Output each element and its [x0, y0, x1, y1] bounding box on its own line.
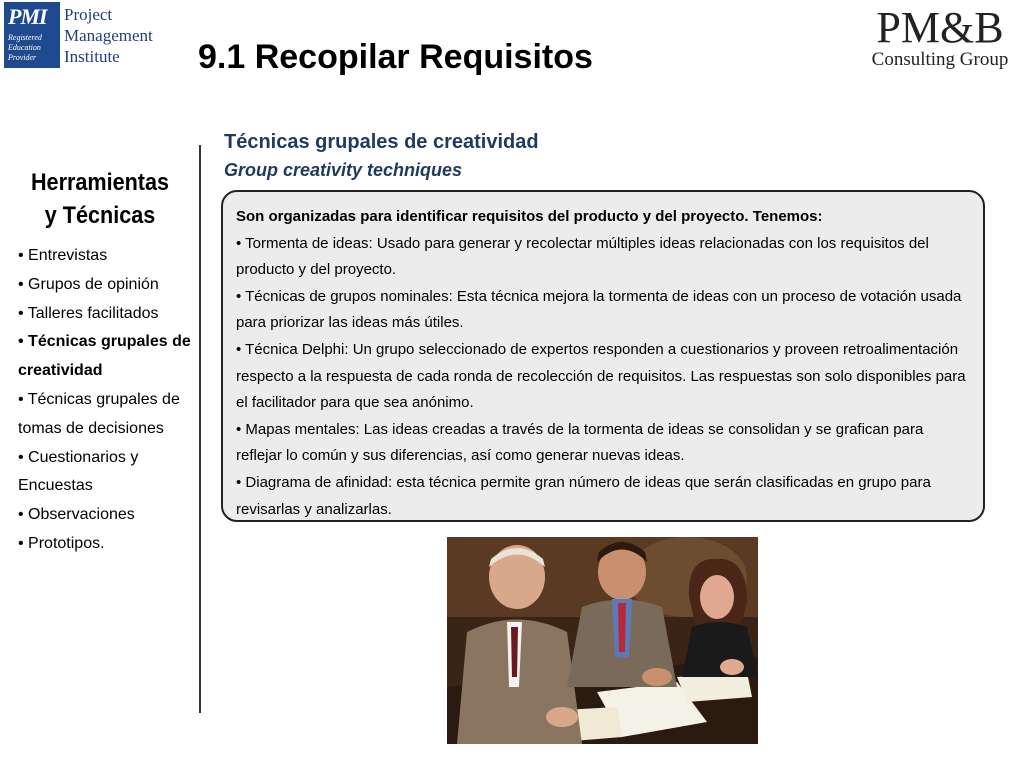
pmi-logo [4, 2, 154, 68]
content-box [221, 190, 985, 522]
sidebar-list [18, 242, 193, 559]
pmb-logo-tagline: Consulting Group [871, 49, 1009, 70]
list-item: • Prototipos. [18, 534, 105, 552]
sidebar-heading: Herramientas y Técnicas [30, 169, 170, 229]
content-bullet: • Diagrama de afinidad: esta técnica permite gran número de ideas que serán clasificadas en grupo para revisarlas y analizarlas. [236, 473, 931, 518]
list-item: • Técnicas grupales de tomas de decisiones [18, 390, 180, 437]
content-bullet: • Mapas mentales: Las ideas creadas a través de la tormenta de ideas se consolidan y se grafican para reflejar lo común y sus diferencias, así como generar nuevas ideas. [236, 420, 924, 465]
list-item: • Grupos de opinión [18, 275, 159, 293]
list-item: • Talleres facilitados [18, 304, 159, 322]
list-item-active: • Técnicas grupales de creatividad [18, 333, 191, 380]
meeting-illustration [447, 537, 758, 744]
pmi-mark-letters: PMI [8, 4, 47, 29]
list-item: • Cuestionarios y Encuestas [18, 448, 139, 495]
list-item: • Entrevistas [18, 247, 108, 264]
divider [199, 145, 201, 713]
pmi-logo-mark [4, 2, 60, 68]
content-bullet: • Técnicas de grupos nominales: Esta técnica mejora la tormenta de ideas con un proceso de votación usada para priorizar las ideas más útiles. [236, 287, 962, 332]
meeting-photo [447, 537, 758, 744]
pmi-logo-text: Project Management Institute [64, 5, 153, 66]
pmb-logo-name: PM&B [876, 3, 1004, 52]
list-item: • Observaciones [18, 506, 135, 524]
pmi-registered-text: Registered Education Provider [8, 33, 42, 62]
pmb-logo [866, 3, 1014, 70]
page-title: 9.1 Recopilar Requisitos [198, 38, 593, 76]
content-intro: Son organizadas para identificar requisitos del producto y del proyecto. Tenemos: [236, 208, 823, 225]
section-subtitle: Group creativity techniques [224, 160, 463, 180]
section-title: Técnicas grupales de creatividad [224, 131, 539, 153]
content-bullet: • Técnica Delphi: Un grupo seleccionado de expertos responden a cuestionarios y proveen retroalimentación respecto a la respuesta de cada ronda de recolección de requisitos. Las respuestas son solo disponibles para el facilitador para que sea anónimo. [236, 340, 966, 412]
content-bullet: • Tormenta de ideas: Usado para generar y recolectar múltiples ideas relacionadas con los requisitos del producto y del proyecto. [236, 234, 929, 279]
